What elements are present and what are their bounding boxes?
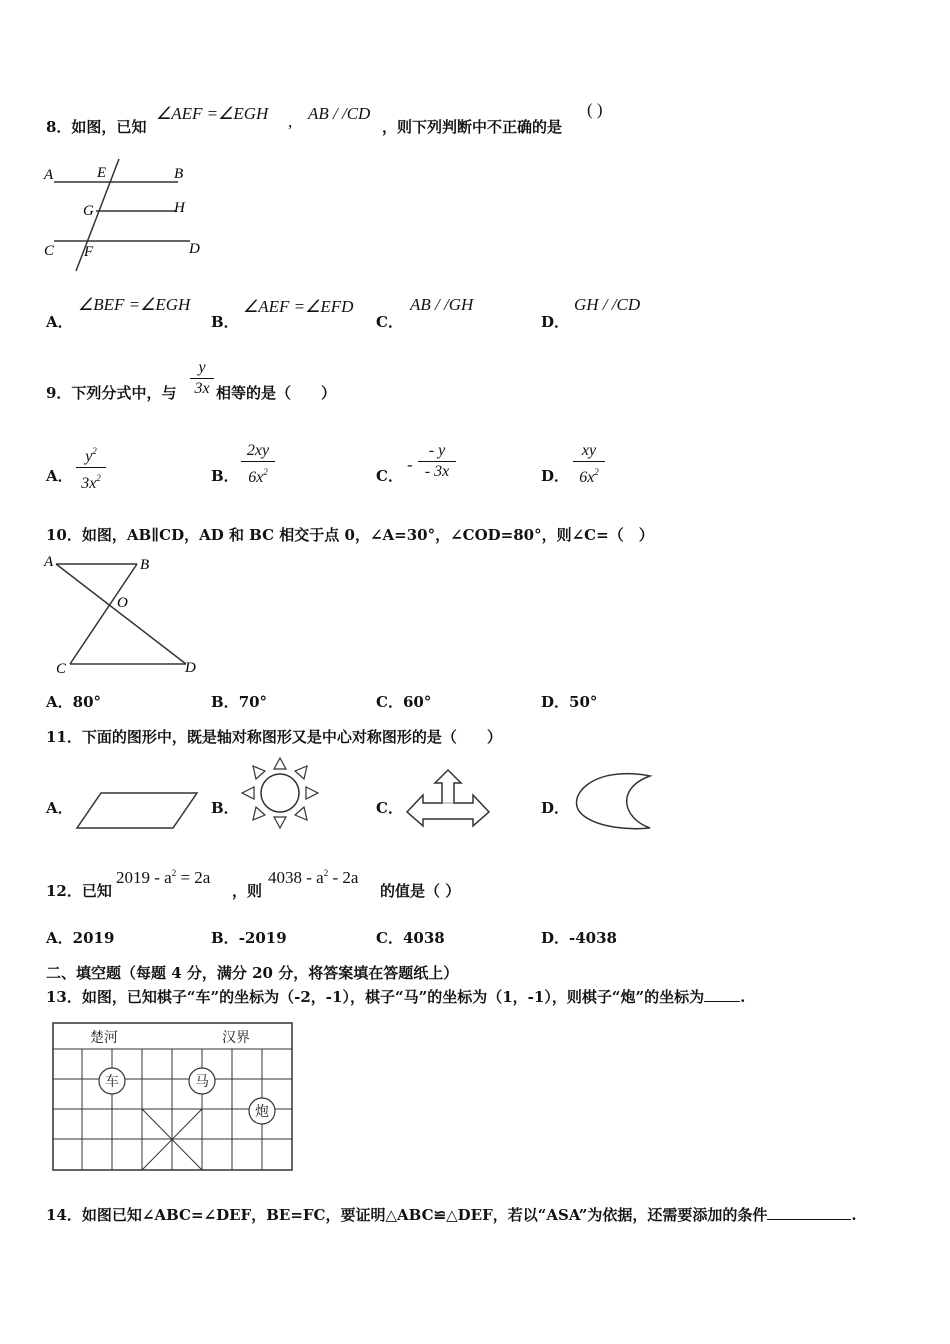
q9-c-num: - y xyxy=(428,442,446,459)
q9-option-b[interactable] xyxy=(241,441,275,488)
piece-ma-label: 马 xyxy=(195,1074,209,1090)
q12-condition xyxy=(116,868,210,888)
q9-option-b-letter[interactable]: B． xyxy=(211,467,239,485)
label-c: C xyxy=(56,661,67,677)
q8-option-a[interactable]: ∠BEF =∠EGH xyxy=(78,295,191,314)
q8-stem-prefix: 8．如图，已知 xyxy=(46,118,147,136)
q9-d-den-exp: 2 xyxy=(594,467,599,477)
q9-b-den-exp: 2 xyxy=(263,467,268,477)
q9-a-num: y xyxy=(85,448,93,465)
q12-expr-exp: 2 xyxy=(323,868,329,878)
q9-target-numerator: y xyxy=(198,359,206,376)
q10-option-b[interactable] xyxy=(211,691,267,712)
q9-stem-prefix: 9．下列分式中，与 xyxy=(46,384,177,402)
q9-option-a[interactable] xyxy=(76,441,106,494)
piece-che-label: 车 xyxy=(105,1074,119,1090)
q8-stem-suffix: ，则下列判断中不正确的是 xyxy=(382,118,563,136)
q10-c-letter: C． xyxy=(376,693,403,711)
label-o: O xyxy=(117,595,128,611)
q10-d-text: 50° xyxy=(569,693,598,711)
q14-answer-blank[interactable] xyxy=(767,1219,851,1220)
q8-answer-paren: ( ) xyxy=(587,100,603,119)
sun-icon[interactable] xyxy=(238,755,322,831)
q8-condition-2: AB / /CD xyxy=(308,104,371,123)
q13-answer-blank[interactable] xyxy=(704,1001,740,1002)
q12-d-letter: D． xyxy=(541,929,570,947)
q10-c-text: 60° xyxy=(402,693,432,711)
q12-option-a[interactable] xyxy=(46,927,114,948)
q9-option-c-letter[interactable]: C． xyxy=(376,467,403,485)
q11-stem: 11．下面的图形中，既是轴对称图形又是中心对称图形的是（ ） xyxy=(46,728,502,746)
q9-target-fraction xyxy=(190,358,214,399)
q10-option-c[interactable] xyxy=(376,691,431,712)
label-a: A xyxy=(44,554,54,570)
q10-figure xyxy=(40,550,210,680)
q12-expr-b: - 2a xyxy=(328,868,359,887)
q12-expression xyxy=(268,868,358,888)
q8-option-b[interactable]: ∠AEF =∠EFD xyxy=(243,297,354,316)
q8-option-d[interactable]: GH / /CD xyxy=(574,295,641,314)
q9-b-den: 6x xyxy=(248,469,264,486)
piece-pao-label: 炮 xyxy=(255,1104,269,1120)
q10-b-letter: B． xyxy=(211,693,239,711)
q12-option-b[interactable] xyxy=(211,927,287,948)
q14-stem-end: . xyxy=(851,1206,857,1224)
q10-a-text: 80° xyxy=(72,693,102,711)
q12-b-text: -2019 xyxy=(238,929,287,947)
q8-condition-1: ∠AEF =∠EGH xyxy=(156,104,269,123)
q9-d-den: 6x xyxy=(579,469,595,486)
line-bc xyxy=(70,564,137,664)
q9-a-den-exp: 2 xyxy=(96,473,101,483)
label-d: D xyxy=(185,660,196,676)
q10-d-letter: D． xyxy=(541,693,570,711)
arrow-shape-icon[interactable] xyxy=(403,767,493,829)
q12-c-letter: C． xyxy=(376,929,403,947)
q8-option-d-letter[interactable]: D． xyxy=(541,313,570,331)
q11-option-c-letter[interactable]: C． xyxy=(376,799,403,817)
q11-option-a-letter[interactable]: A． xyxy=(46,799,73,817)
q9-target-denominator: 3x xyxy=(190,378,214,399)
q12-b-letter: B． xyxy=(211,929,239,947)
section-2-heading: 二、填空题（每题 4 分，满分 20 分，将答案填在答题纸上） xyxy=(46,964,459,982)
q13-stem-end: . xyxy=(740,988,746,1006)
q12-d-text: -4038 xyxy=(569,929,617,947)
q9-a-num-exp: 2 xyxy=(92,446,97,456)
q10-b-text: 70° xyxy=(238,693,268,711)
label-b: B xyxy=(140,557,150,573)
label-d: D xyxy=(189,241,200,257)
label-c: C xyxy=(44,243,55,259)
q8-option-a-letter[interactable]: A． xyxy=(46,313,73,331)
label-f: F xyxy=(84,244,94,260)
river-right-label: 汉界 xyxy=(222,1030,250,1046)
q12-cond-b: = 2a xyxy=(176,868,211,887)
q10-option-a[interactable] xyxy=(46,691,101,712)
q12-option-c[interactable] xyxy=(376,927,445,948)
q9-d-num: xy xyxy=(581,442,597,459)
chess-board xyxy=(50,1020,298,1174)
q12-stem-suffix: 的值是（ ） xyxy=(380,882,461,900)
q10-option-d[interactable] xyxy=(541,691,597,712)
label-e: E xyxy=(97,165,107,181)
q13-stem-text: 13．如图，已知棋子“车”的坐标为（-2，-1），棋子“马”的坐标为（1，-1），则棋子“炮”的坐标为 xyxy=(46,988,705,1006)
q11-option-b-letter[interactable]: B． xyxy=(211,799,239,817)
q11-option-d-letter[interactable]: D． xyxy=(541,799,570,817)
q13-stem xyxy=(46,986,745,1007)
line-ad xyxy=(56,564,186,664)
q9-c-sign: - xyxy=(407,455,413,474)
q9-b-num: 2xy xyxy=(246,442,270,459)
q10-a-letter: A． xyxy=(46,693,73,711)
q12-stem-prefix: 12．已知 xyxy=(46,882,112,900)
q9-a-den: 3x xyxy=(81,475,97,492)
q12-cond-exp: 2 xyxy=(171,868,177,878)
q12-c-text: 4038 xyxy=(402,929,445,947)
q10-stem: 10．如图，AB∥CD，AD 和 BC 相交于点 0，∠A=30°，∠COD=80°，则∠C=（ ） xyxy=(46,526,654,544)
parallelogram-icon[interactable] xyxy=(75,790,200,832)
q9-stem-suffix: 相等的是（ ） xyxy=(216,384,337,402)
label-h: H xyxy=(174,200,185,216)
q12-cond-a: 2019 - a xyxy=(116,868,172,887)
q9-option-d-letter[interactable]: D． xyxy=(541,467,570,485)
q8-separator: , xyxy=(288,112,293,131)
crescent-icon[interactable] xyxy=(570,770,655,832)
q8-figure xyxy=(40,155,220,275)
label-b: B xyxy=(174,166,184,182)
q12-expr-a: 4038 - a xyxy=(268,868,324,887)
q14-stem xyxy=(46,1204,857,1225)
q12-option-d[interactable] xyxy=(541,927,617,948)
q12-a-letter: A． xyxy=(46,929,73,947)
q9-c-den: - 3x xyxy=(418,461,456,482)
q12-a-text: 2019 xyxy=(72,929,115,947)
q8-option-b-letter[interactable]: B． xyxy=(211,313,239,331)
river-left-label: 楚河 xyxy=(90,1030,118,1046)
q8-option-c[interactable]: AB / /GH xyxy=(410,295,474,314)
q8-option-c-letter[interactable]: C． xyxy=(376,313,403,331)
q9-option-c[interactable] xyxy=(418,441,456,482)
q9-option-d[interactable] xyxy=(573,441,605,488)
q14-stem-text: 14．如图已知∠ABC=∠DEF，BE=FC，要证明△ABC≌△DEF，若以“ASA”为依据，还需要添加的条件 xyxy=(46,1206,768,1224)
label-a: A xyxy=(44,167,54,183)
q12-mid: ，则 xyxy=(232,882,263,900)
q9-option-a-letter[interactable]: A． xyxy=(46,467,73,485)
label-g: G xyxy=(83,203,94,219)
